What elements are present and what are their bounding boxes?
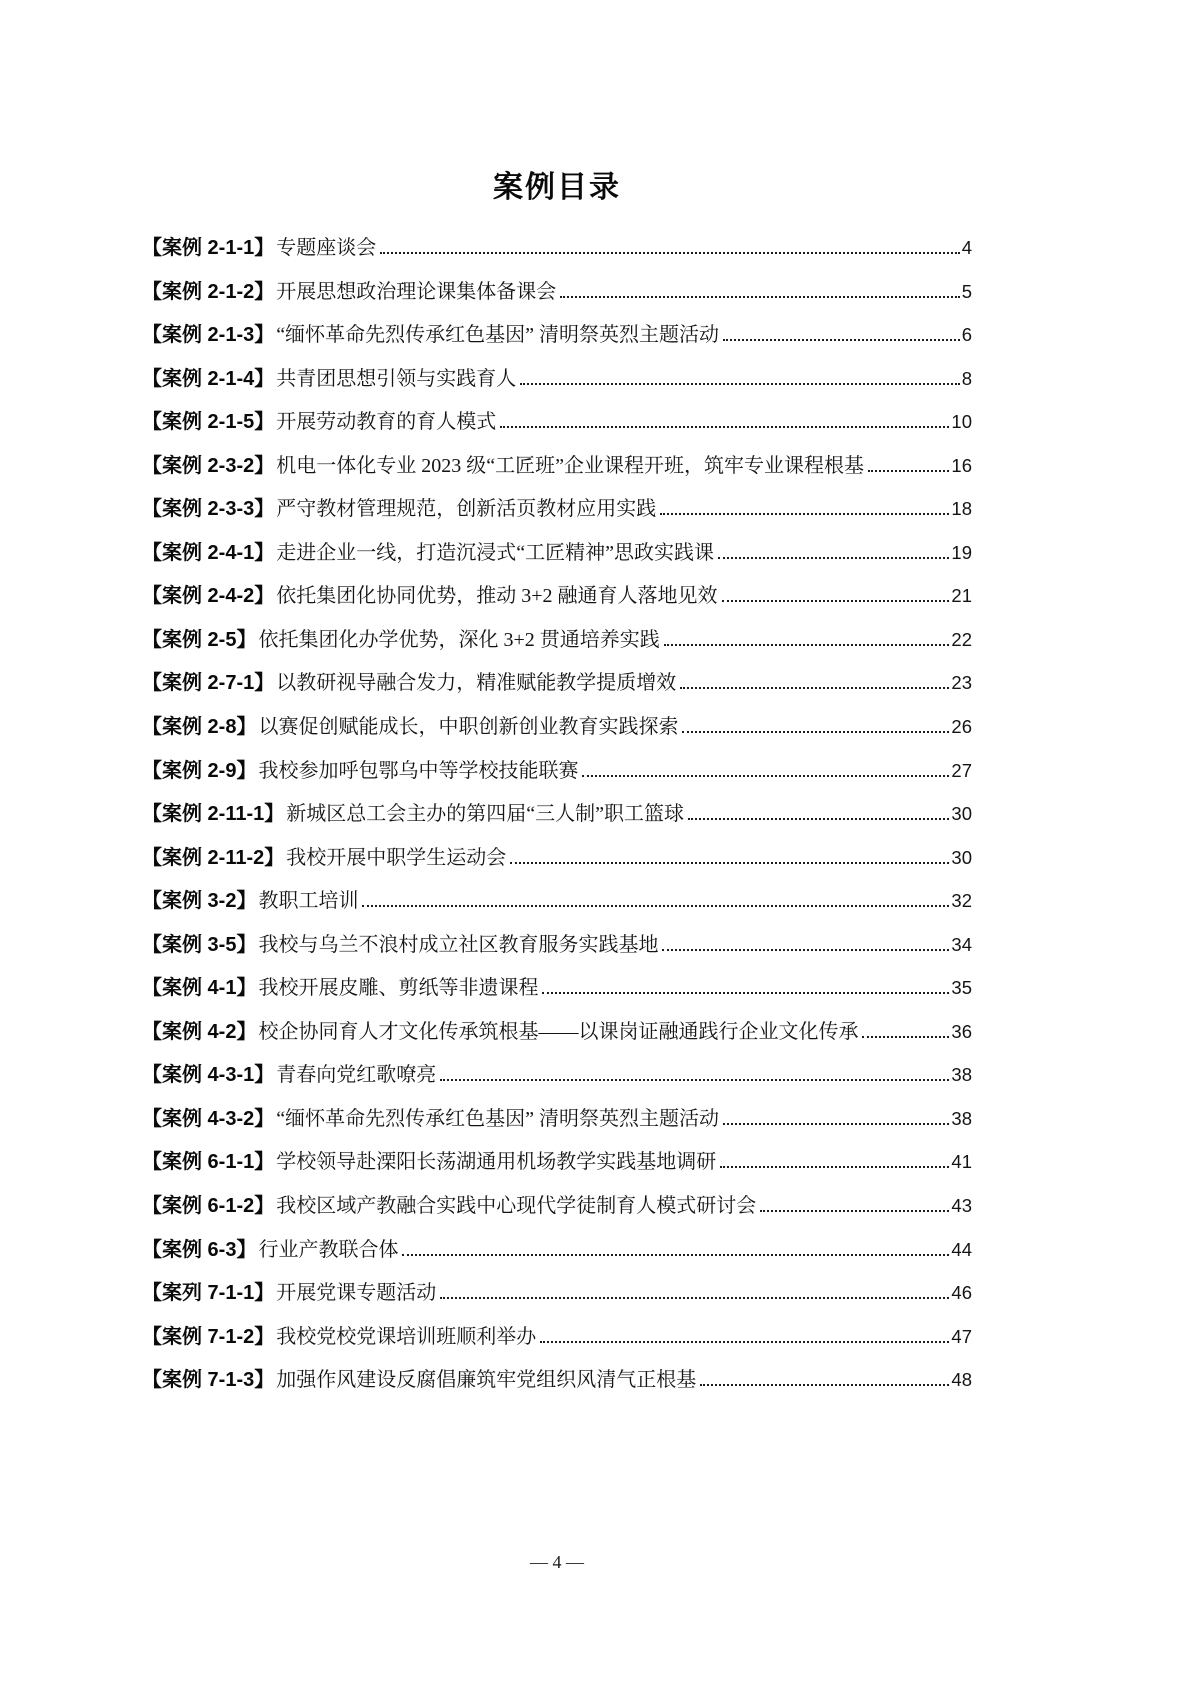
dot-leader-icon	[720, 1166, 949, 1168]
toc-list	[142, 226, 972, 1402]
toc-entry[interactable]	[142, 1140, 972, 1184]
toc-entry-page-number: 5	[961, 280, 972, 302]
toc-entry-label: 【案例 7-1-3】	[142, 1369, 275, 1392]
dot-leader-icon	[380, 252, 959, 254]
dot-leader-icon	[722, 600, 950, 602]
toc-section	[142, 168, 972, 1402]
dot-leader-icon	[868, 470, 949, 472]
dot-leader-icon	[560, 296, 959, 298]
dot-leader-icon	[510, 862, 949, 864]
toc-entry-title: 校企协同育人才文化传承筑根基——以课岗证融通践行企业文化传承	[258, 1020, 859, 1043]
toc-entry-label: 【案例 2-11-1】	[142, 803, 285, 826]
toc-entry-label: 【案例 6-1-2】	[142, 1195, 275, 1218]
toc-entry-page-number: 10	[951, 411, 972, 433]
toc-entry-page-number: 27	[951, 759, 972, 781]
toc-entry-label: 【案例 3-5】	[142, 933, 257, 956]
dot-leader-icon	[500, 426, 949, 428]
dot-leader-icon	[662, 949, 949, 951]
toc-entry-label: 【案例 4-3-1】	[142, 1064, 275, 1087]
toc-entry-label: 【案例 2-4-1】	[142, 541, 275, 564]
toc-entry-page-number: 6	[961, 324, 972, 346]
toc-entry-title: “缅怀革命先烈传承红色基因” 清明祭英烈主题活动	[276, 324, 720, 347]
toc-entry-title: 以赛促创赋能成长，中职创新创业教育实践探索	[258, 716, 679, 739]
dot-leader-icon	[718, 557, 949, 559]
toc-entry-page-number: 41	[951, 1151, 972, 1173]
toc-entry-title: 行业产教联合体	[258, 1238, 399, 1261]
toc-entry-label: 【案例 2-3-3】	[142, 498, 275, 521]
toc-entry-page-number: 21	[951, 585, 972, 607]
toc-entry-title: “缅怀革命先烈传承红色基因” 清明祭英烈主题活动	[276, 1107, 720, 1130]
toc-entry-page-number: 36	[951, 1020, 972, 1042]
toc-entry-title: 走进企业一线，打造沉浸式“工匠精神”思政实践课	[276, 541, 715, 564]
toc-entry[interactable]	[142, 1315, 972, 1359]
toc-entry-page-number: 44	[951, 1238, 972, 1260]
toc-entry-title: 依托集团化办学优势，深化 3+2 贯通培养实践	[258, 628, 660, 651]
toc-entry[interactable]	[142, 661, 972, 705]
toc-entry[interactable]	[142, 574, 972, 618]
toc-entry-title: 青春向党红歌嘹亮	[276, 1064, 437, 1087]
toc-entry-page-number: 30	[951, 846, 972, 868]
dot-leader-icon	[402, 1254, 949, 1256]
toc-entry-title: 教职工培训	[258, 890, 359, 913]
toc-entry-page-number: 16	[951, 454, 972, 476]
toc-entry-label: 【案例 2-1-1】	[142, 237, 275, 259]
toc-entry-label: 【案例 6-1-1】	[142, 1151, 275, 1174]
page-footer	[142, 1552, 972, 1573]
toc-entry[interactable]	[142, 836, 972, 880]
toc-entry-page-number: 35	[951, 977, 972, 999]
dot-leader-icon	[862, 1036, 949, 1038]
toc-entry-title: 以教研视导融合发力，精准赋能教学提质增效	[276, 672, 677, 695]
toc-entry-title: 共青团思想引领与实践育人	[276, 367, 517, 390]
toc-entry-title: 开展思想政治理论课集体备课会	[276, 280, 557, 303]
dot-leader-icon	[542, 992, 949, 994]
dot-leader-icon	[760, 1210, 949, 1212]
toc-entry-label: 【案例 6-3】	[142, 1238, 257, 1261]
toc-entry[interactable]	[142, 1184, 972, 1228]
dot-leader-icon	[520, 383, 959, 385]
toc-entry-title: 专题座谈会	[276, 237, 377, 259]
toc-entry-label: 【案例 7-1-2】	[142, 1325, 275, 1348]
toc-entry-page-number: 26	[951, 716, 972, 738]
toc-entry[interactable]	[142, 1010, 972, 1054]
toc-entry-label: 【案例 2-3-2】	[142, 454, 275, 477]
toc-entry-page-number: 18	[951, 498, 972, 520]
toc-entry-title: 学校领导赴溧阳长荡湖通用机场教学实践基地调研	[276, 1151, 717, 1174]
toc-entry[interactable]	[142, 444, 972, 488]
dot-leader-icon	[664, 644, 950, 646]
toc-entry-page-number: 32	[951, 890, 972, 912]
toc-entry-title: 开展劳动教育的育人模式	[276, 411, 497, 434]
toc-entry[interactable]	[142, 1358, 972, 1402]
toc-entry[interactable]	[142, 226, 972, 270]
toc-entry-page-number: 48	[951, 1369, 972, 1391]
toc-entry-label: 【案例 2-1-3】	[142, 324, 275, 347]
toc-entry-page-number: 22	[951, 628, 972, 650]
toc-entry[interactable]	[142, 792, 972, 836]
toc-entry-label: 【案例 2-1-5】	[142, 411, 275, 434]
toc-entry-page-number: 43	[951, 1195, 972, 1217]
toc-entry-title: 我校参加呼包鄂乌中等学校技能联赛	[258, 759, 579, 782]
toc-entry-title: 新城区总工会主办的第四届“三人制”职工篮球	[286, 803, 685, 826]
toc-entry[interactable]	[142, 966, 972, 1010]
toc-entry-page-number: 4	[961, 237, 972, 258]
toc-entry-label: 【案例 2-7-1】	[142, 672, 275, 695]
toc-entry-label: 【案例 3-2】	[142, 890, 257, 913]
toc-entry-page-number: 38	[951, 1064, 972, 1086]
toc-entry-page-number: 46	[951, 1282, 972, 1304]
dot-leader-icon	[723, 1123, 949, 1125]
dot-leader-icon	[540, 1341, 949, 1343]
footer-page-number: — 4 —	[530, 1552, 584, 1572]
toc-entry-title: 开展党课专题活动	[276, 1282, 437, 1305]
toc-entry[interactable]	[142, 400, 972, 444]
toc-entry[interactable]	[142, 1271, 972, 1315]
toc-entry[interactable]	[142, 1228, 972, 1272]
toc-entry-title: 我校党校党课培训班顺利举办	[276, 1325, 537, 1348]
toc-entry-label: 【案例 2-11-2】	[142, 846, 285, 869]
toc-entry-label: 【案例 4-3-2】	[142, 1107, 275, 1130]
dot-leader-icon	[582, 775, 949, 777]
toc-entry-label: 【案例 2-4-2】	[142, 585, 275, 608]
toc-entry-page-number: 38	[951, 1107, 972, 1129]
dot-leader-icon	[440, 1079, 949, 1081]
toc-entry[interactable]	[142, 705, 972, 749]
toc-entry-label: 【案例 2-1-4】	[142, 367, 275, 390]
toc-entry-page-number: 19	[951, 541, 972, 563]
dot-leader-icon	[682, 731, 949, 733]
toc-entry[interactable]	[142, 531, 972, 575]
toc-entry-title: 严守教材管理规范，创新活页教材应用实践	[276, 498, 657, 521]
dot-leader-icon	[680, 687, 949, 689]
toc-entry[interactable]	[142, 879, 972, 923]
toc-entry[interactable]	[142, 487, 972, 531]
dot-leader-icon	[362, 905, 949, 907]
toc-entry-page-number: 34	[951, 933, 972, 955]
toc-entry[interactable]	[142, 357, 972, 401]
toc-entry-page-number: 23	[951, 672, 972, 694]
toc-entry-title: 机电一体化专业 2023 级“工匠班”企业课程开班，筑牢专业课程根基	[276, 454, 865, 477]
toc-entry-page-number: 8	[961, 367, 972, 389]
toc-entry-page-number: 30	[951, 803, 972, 825]
toc-entry[interactable]	[142, 749, 972, 793]
toc-entry[interactable]	[142, 1053, 972, 1097]
dot-leader-icon	[660, 513, 949, 515]
toc-entry[interactable]	[142, 270, 972, 314]
toc-entry-title: 依托集团化协同优势，推动 3+2 融通育人落地见效	[276, 585, 718, 608]
toc-entry-title: 我校与乌兰不浪村成立社区教育服务实践基地	[258, 933, 659, 956]
page-title: 案例目录	[493, 171, 621, 204]
toc-entry-title: 我校区域产教融合实践中心现代学徒制育人模式研讨会	[276, 1195, 757, 1218]
toc-entry-title: 我校开展中职学生运动会	[286, 846, 507, 869]
toc-entry-label: 【案列 7-1-1】	[142, 1282, 275, 1305]
toc-entry-label: 【案例 2-9】	[142, 759, 257, 782]
toc-entry[interactable]	[142, 923, 972, 967]
toc-entry-label: 【案例 2-5】	[142, 628, 257, 651]
dot-leader-icon	[723, 339, 960, 341]
toc-entry[interactable]	[142, 313, 972, 357]
toc-entry-label: 【案例 4-1】	[142, 977, 257, 1000]
dot-leader-icon	[688, 818, 949, 820]
dot-leader-icon	[700, 1384, 949, 1386]
dot-leader-icon	[440, 1297, 949, 1299]
toc-entry-title: 加强作风建设反腐倡廉筑牢党组织风清气正根基	[276, 1369, 697, 1392]
toc-entry-page-number: 47	[951, 1325, 972, 1347]
toc-entry[interactable]	[142, 618, 972, 662]
toc-entry-label: 【案例 2-1-2】	[142, 280, 275, 303]
toc-entry-label: 【案例 2-8】	[142, 716, 257, 739]
toc-entry-title: 我校开展皮雕、剪纸等非遗课程	[258, 977, 539, 1000]
toc-entry-label: 【案例 4-2】	[142, 1020, 257, 1043]
toc-entry[interactable]	[142, 1097, 972, 1141]
